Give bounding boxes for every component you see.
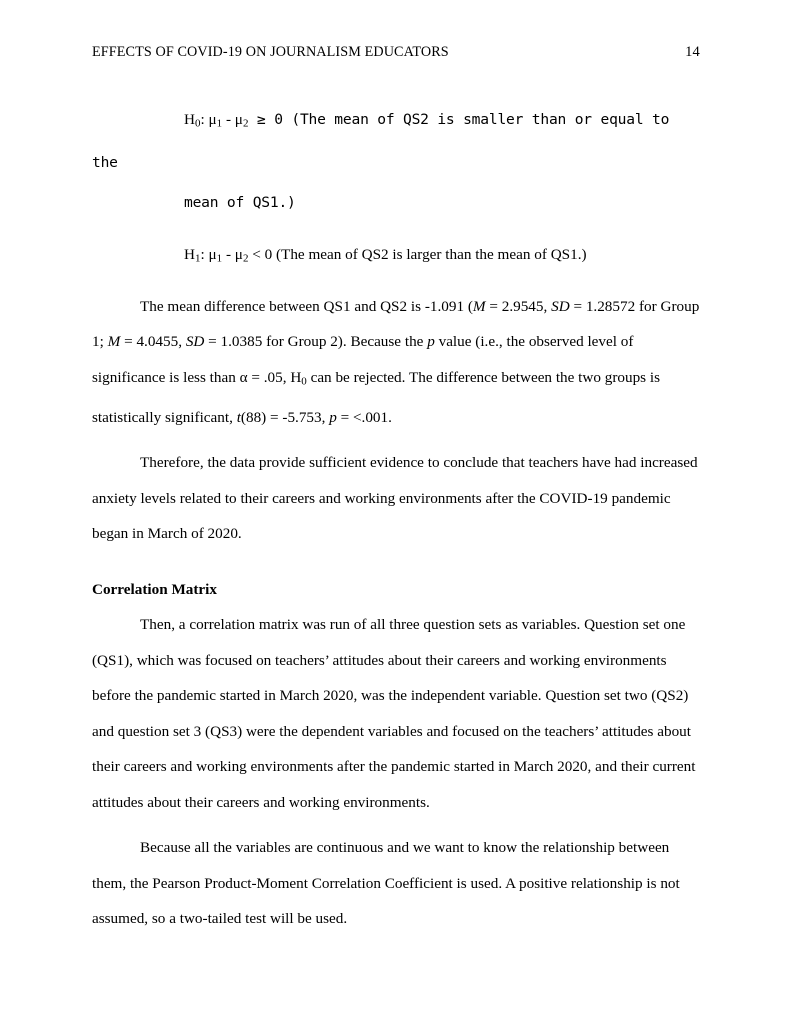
null-hypothesis-block (92, 100, 700, 223)
null-hypothesis-label: H (184, 111, 195, 128)
results-part9: = <.001. (336, 408, 392, 426)
null-hypothesis-statement-line1: (The mean of QS2 is smaller than or equal to the (92, 111, 670, 172)
alt-hypothesis-label-sub: 1 (194, 252, 201, 265)
section-heading-correlation-matrix: Correlation Matrix (92, 580, 217, 598)
results-p2: p (329, 408, 337, 426)
results-part7: can be rejected. The difference between the two groups is statistically significant, (92, 368, 661, 426)
null-hypothesis-statement-line2: mean of QS1.) (184, 194, 296, 212)
results-h0-sub: 0 (301, 375, 307, 388)
alt-hypothesis-block (92, 235, 700, 278)
results-part5: = 1.0385 for Group 2). Because the (204, 333, 428, 351)
alt-hypothesis-sub2: 2 (242, 252, 249, 265)
alt-hypothesis-operator: < 0 (248, 246, 276, 264)
paragraph-conclusion: Therefore, the data provide sufficient evidence to conclude that teachers have had increased anxiety levels related to their careers and working environments after the COVID-19 pandemic began in March of 2020. (92, 454, 698, 543)
page-number: 14 (685, 44, 700, 60)
alt-hypothesis-sub1: 1 (216, 252, 223, 265)
running-head: EFFECTS OF COVID-19 ON JOURNALISM EDUCATORS (92, 44, 449, 60)
results-m2: M (107, 333, 121, 351)
alt-hypothesis-minus: - μ (222, 246, 243, 264)
results-sd2: SD (185, 333, 205, 351)
null-hypothesis-sub2: 2 (242, 117, 249, 130)
page-header (92, 44, 700, 61)
null-hypothesis-operator: ≥ 0 (248, 111, 292, 128)
null-hypothesis-symbols: : μ (200, 111, 217, 128)
results-part2: = 2.9545, (485, 297, 552, 315)
alt-hypothesis-label: H (184, 246, 195, 264)
document-body (92, 100, 700, 937)
paragraph-correlation-matrix: Then, a correlation matrix was run of all three question sets as variables. Question set one (QS1), which was focused on teachers’ attitudes about their careers and working environments before the pandemic started in March 2020, was the independent variable. Question set two (QS2) and question set 3 (QS3) were the dependent variables and focused on the teachers’ attitudes about their careers and working environments after the pandemic started in March 2020, and their current attitudes about their careers and working environments. (92, 616, 696, 811)
paragraph-pearson: Because all the variables are continuous and we want to know the relationship between them, the Pearson Product-Moment Correlation Coefficient is used. A positive relationship is not assumed, so a two-tailed test will be used. (92, 839, 680, 928)
alt-hypothesis-statement: (The mean of QS2 is larger than the mean of QS1.) (276, 246, 587, 264)
results-part6: value (i.e., the observed level of significance is less than α = .05, H (92, 333, 634, 386)
results-part3: = 1.28572 for Group 1; (92, 297, 700, 351)
results-part8: (88) = -5.753, (240, 408, 330, 426)
null-hypothesis-sub1: 1 (216, 117, 223, 130)
results-part4: = 4.0455, (120, 333, 186, 351)
results-p1: p (427, 333, 435, 351)
null-hypothesis-label-sub: 0 (194, 117, 201, 130)
results-part1: The mean difference between QS1 and QS2 is -1.091 ( (140, 297, 473, 315)
results-m1: M (472, 297, 486, 315)
alt-hypothesis-symbols: : μ (200, 246, 217, 264)
results-t: t (236, 408, 241, 426)
null-hypothesis-minus: - μ (222, 111, 243, 128)
results-sd1: SD (551, 297, 570, 315)
paragraph-results (92, 289, 700, 435)
